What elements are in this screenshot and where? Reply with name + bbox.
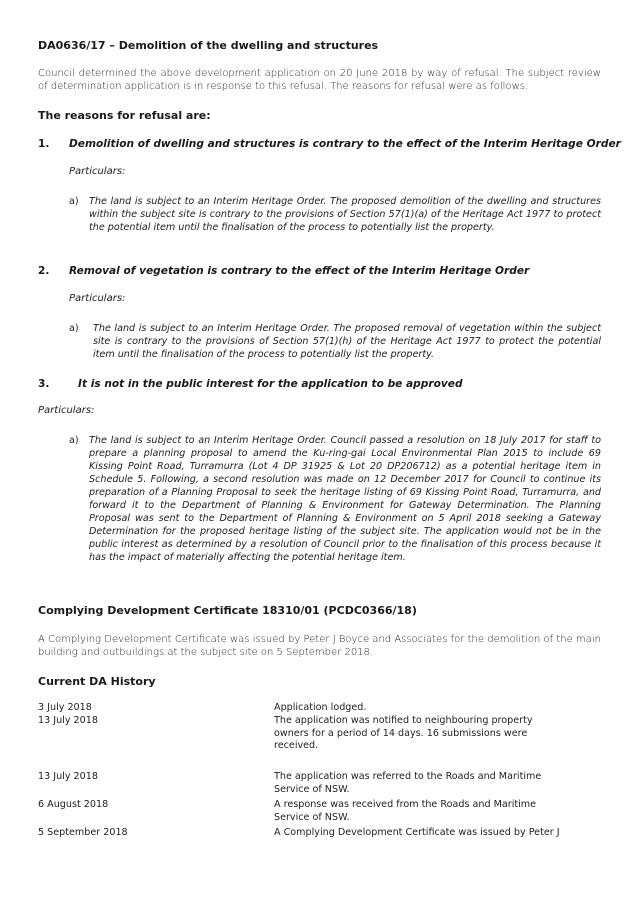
reason-3-title: It is not in the public interest for the application to be approved [78, 378, 463, 390]
reason-2-title: Removal of vegetation is contrary to the effect of the Interim Heritage Order [69, 265, 530, 277]
reason-2-number: 2. [38, 265, 50, 277]
document-title: DA0636/17 – Demolition of the dwelling and structures [38, 39, 379, 52]
cdc-heading: Complying Development Certificate 18310/01 (PCDC0366/18) [38, 604, 417, 617]
reason-1-item-text: The land is subject to an Interim Heritage Order. The proposed demolition of the dwelling and structures within the subject site is contrary to the provisions of Section 57(1)(a) of the Heritage Act 1977 to protect the potential item until the finalisation of the process to potentially list the property. [89, 196, 601, 233]
intro-paragraph: Council determined the above development application on 20 June 2018 by way of refusal. The subject review of determination application is in response to this refusal. The reasons for refusal were as follows: [38, 68, 601, 92]
history-row [38, 799, 108, 812]
history-row [38, 771, 98, 784]
reason-2-particulars-label: Particulars: [69, 293, 126, 304]
history-event: A Complying Development Certificate was issued by Peter J [274, 827, 560, 838]
history-date: 13 July 2018 [38, 771, 98, 782]
history-event: A response was received from the Roads and Maritime Service of NSW. [274, 799, 537, 823]
reason-3-particulars-label: Particulars: [38, 405, 95, 416]
reason-1-item-label: a) [69, 196, 79, 207]
history-date: 6 August 2018 [38, 799, 109, 810]
reasons-heading: The reasons for refusal are: [38, 109, 211, 122]
reason-1-item [69, 195, 601, 234]
history-row [38, 702, 92, 715]
history-event: The application was notified to neighbouring property owners for a period of 14 days. 16 submissions were received. [274, 715, 533, 751]
history-heading: Current DA History [38, 675, 156, 688]
reason-3-item-label: a) [69, 435, 79, 446]
history-event: Application lodged. [274, 702, 367, 713]
history-date: 13 July 2018 [38, 715, 98, 726]
reason-3-number: 3. [38, 378, 50, 390]
reason-1-title: Demolition of dwelling and structures is contrary to the effect of the Interim Heritage Order [69, 138, 621, 150]
reason-2-item-text: The land is subject to an Interim Heritage Order. The proposed removal of vegetation within the subject site is contrary to the provisions of Section 57(1)(h) of the Heritage Act 1977 to protect the potential item until the finalisation of the process to potentially list the property. [93, 323, 601, 360]
history-row [38, 827, 128, 840]
reason-2-item-label: a) [69, 323, 79, 334]
history-date: 5 September 2018 [38, 827, 128, 838]
history-event: The application was referred to the Roads and Maritime Service of NSW. [274, 771, 542, 795]
cdc-paragraph: A Complying Development Certificate was issued by Peter J Boyce and Associates for the demolition of the main building and outbuildings at the subject site on 5 September 2018. [38, 634, 601, 658]
reason-1-number: 1. [38, 138, 50, 150]
reason-2-item [69, 322, 601, 361]
reason-3-item [69, 434, 601, 564]
reason-3-item-text: The land is subject to an Interim Heritage Order. Council passed a resolution on 18 July 2017 for staff to prepare a planning proposal to amend the Ku-ring-gai Local Environmental Plan 2015 to include 69 Kissing Point Road, Turramurra (Lot 4 DP 31925 & Lot 20 DP206712) as a potential heritage item in Schedule 5. Following, a second resolution was made on 12 December 2017 for Council to continue its preparation of a Planning Proposal to seek the heritage listing of 69 Kissing Point Road, Turramurra, and forward it to the Department of Planning & Environment for Gateway Determination. The Planning Proposal was sent to the Department of Planning & Environment on 5 April 2018 seeking a Gateway Determination for the proposed heritage listing of the subject site. The application would not be in the public interest as determined by a resolution of Council prior to the finalisation of this process because it has the impact of materially affecting the potential heritage item. [89, 435, 601, 563]
history-row [38, 715, 98, 728]
history-date: 3 July 2018 [38, 702, 92, 713]
reason-1-particulars-label: Particulars: [69, 166, 126, 177]
